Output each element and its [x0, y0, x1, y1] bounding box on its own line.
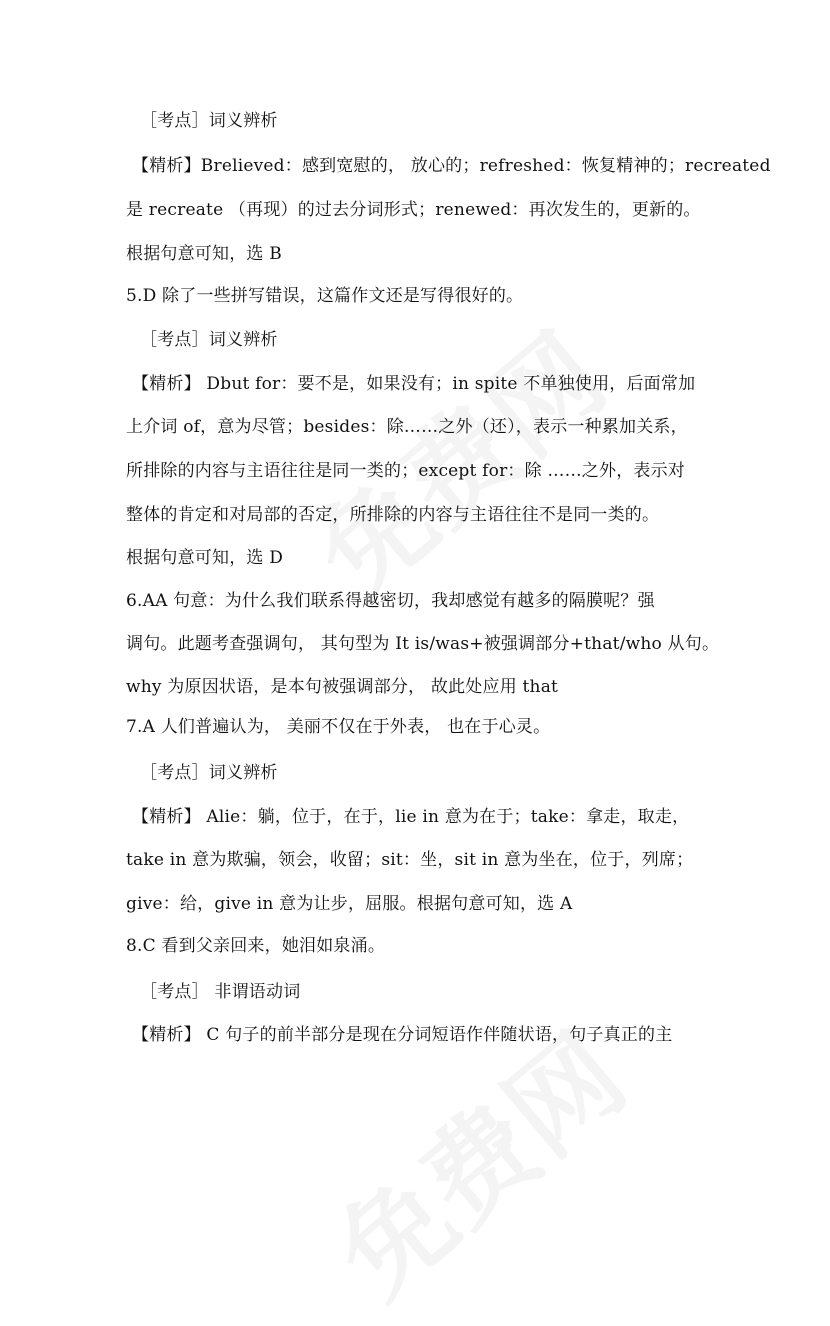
jingxi-paragraph-line: 上介词 of，意为尽管；besides：除……之外（还），表示一种累加关系，	[126, 417, 688, 437]
answer-line: 根据句意可知，选 D	[126, 548, 284, 568]
question-heading: 7.A 人们普遍认为， 美丽不仅在于外表， 也在于心灵。	[126, 717, 551, 737]
kaodian-label: ［考点］词义辨析	[140, 330, 278, 350]
jingxi-paragraph-line: 所排除的内容与主语往往是同一类的；except for：除 ……之外，表示对	[126, 461, 686, 481]
kaodian-label: ［考点］词义辨析	[140, 763, 278, 783]
explanation-line: why 为原因状语，是本句被强调部分， 故此处应用 that	[126, 677, 559, 697]
kaodian-label: ［考点］词义辨析	[140, 111, 278, 131]
answer-line: 根据句意可知，选 B	[126, 244, 282, 264]
jingxi-paragraph-line: 【精析】Brelieved：感到宽慰的， 放心的；refreshed：恢复精神的；recreated	[132, 156, 771, 176]
jingxi-paragraph-line: take in 意为欺骗，领会，收留；sit：坐，sit in 意为坐在，位于，列席；	[126, 850, 694, 870]
kaodian-label: ［考点］ 非谓语动词	[140, 982, 301, 1002]
question-heading: 6.AA 句意：为什么我们联系得越密切，我却感觉有越多的隔膜呢？强	[126, 591, 655, 611]
answer-line: give：给，give in 意为让步，屈服。根据句意可知，选 A	[126, 894, 573, 914]
jingxi-paragraph-line: 【精析】 C 句子的前半部分是现在分词短语作伴随状语，句子真正的主	[132, 1025, 673, 1045]
question-heading: 8.C 看到父亲回来，她泪如泉涌。	[126, 936, 386, 956]
question-heading: 5.D 除了一些拼写错误，这篇作文还是写得很好的。	[126, 286, 524, 306]
explanation-line: 调句。此题考查强调句， 其句型为 It is/was+被强调部分+that/who 从句。	[126, 634, 720, 654]
jingxi-paragraph-line: 【精析】 Dbut for：要不是，如果没有；in spite 不单独使用，后面常加	[132, 374, 696, 394]
jingxi-paragraph-line: 是 recreate （再现）的过去分词形式；renewed：再次发生的，更新的。	[126, 200, 701, 220]
jingxi-paragraph-line: 整体的肯定和对局部的否定，所排除的内容与主语往往不是同一类的。	[126, 505, 660, 525]
watermark	[278, 292, 632, 625]
jingxi-paragraph-line: 【精析】 Alie：躺，位于，在于，lie in 意为在于；take：拿走，取走，	[132, 807, 690, 827]
